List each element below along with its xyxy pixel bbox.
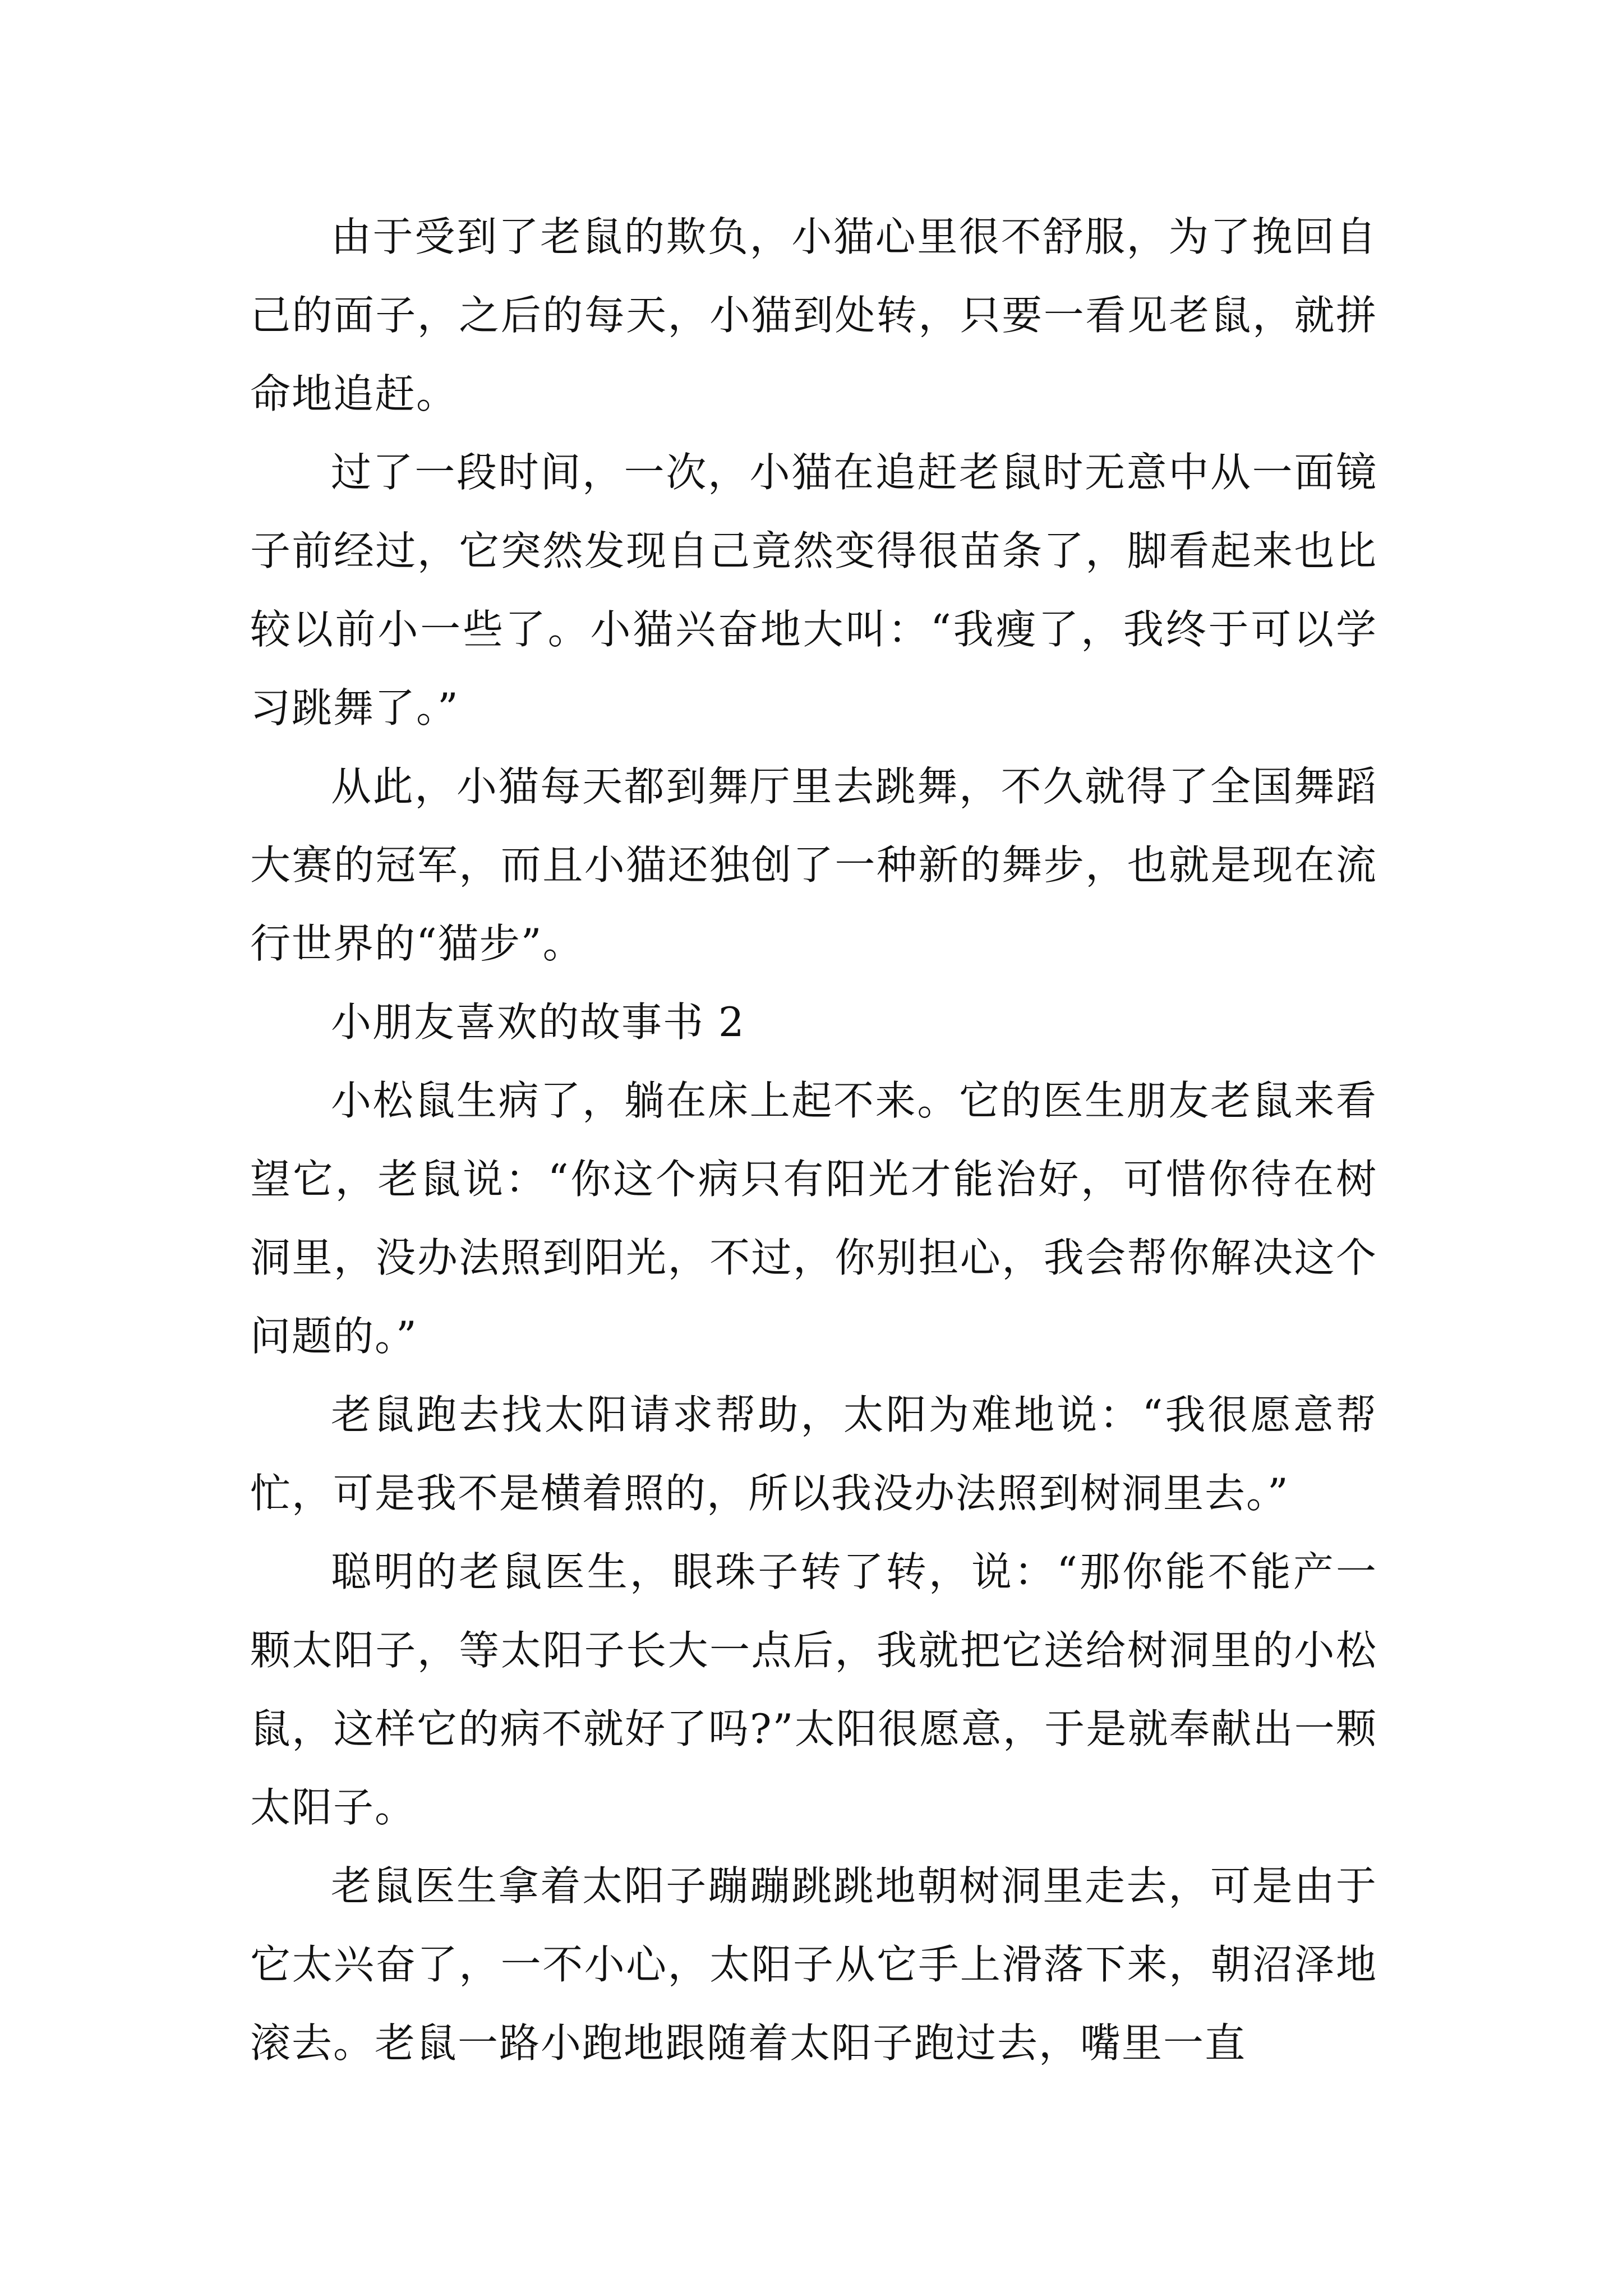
document-body [250,197,1377,2082]
paragraph-1: 由于受到了老鼠的欺负，小猫心里很不舒服，为了挽回自己的面子，之后的每天，小猫到处转，只要一看见老鼠，就拼命地追赶。 [250,213,1377,417]
paragraph-5: 老鼠跑去找太阳请求帮助，太阳为难地说：“我很愿意帮忙，可是我不是横着照的，所以我没办法照到树洞里去。” [250,1391,1377,1517]
section-heading: 小朋友喜欢的故事书 2 [331,999,745,1046]
paragraph-2: 过了一段时间，一次，小猫在追赶老鼠时无意中从一面镜子前经过，它突然发现自己竟然变得很苗条了，脚看起来也比较以前小一些了。小猫兴奋地大叫：“我瘦了，我终于可以学习跳舞了。” [250,449,1377,731]
paragraph-4: 小松鼠生病了，躺在床上起不来。它的医生朋友老鼠来看望它，老鼠说：“你这个病只有阳光才能治好，可惜你待在树洞里，没办法照到阳光，不过，你别担心，我会帮你解决这个问题的。” [250,1077,1377,1360]
paragraph-7: 老鼠医生拿着太阳子蹦蹦跳跳地朝树洞里走去，可是由于它太兴奋了，一不小心，太阳子从它手上滑落下来，朝沼泽地滚去。老鼠一路小跑地跟随着太阳子跑过去，嘴里一直 [250,1862,1377,2067]
paragraph-6: 聪明的老鼠医生，眼珠子转了转，说：“那你能不能产一颗太阳子，等太阳子长大一点后，我就把它送给树洞里的小松鼠，这样它的病不就好了吗?”太阳很愿意，于是就奉献出一颗太阳子。 [250,1548,1377,1831]
paragraph-3: 从此，小猫每天都到舞厅里去跳舞，不久就得了全国舞蹈大赛的冠军，而且小猫还独创了一种新的舞步，也就是现在流行世界的“猫步”。 [250,763,1377,967]
